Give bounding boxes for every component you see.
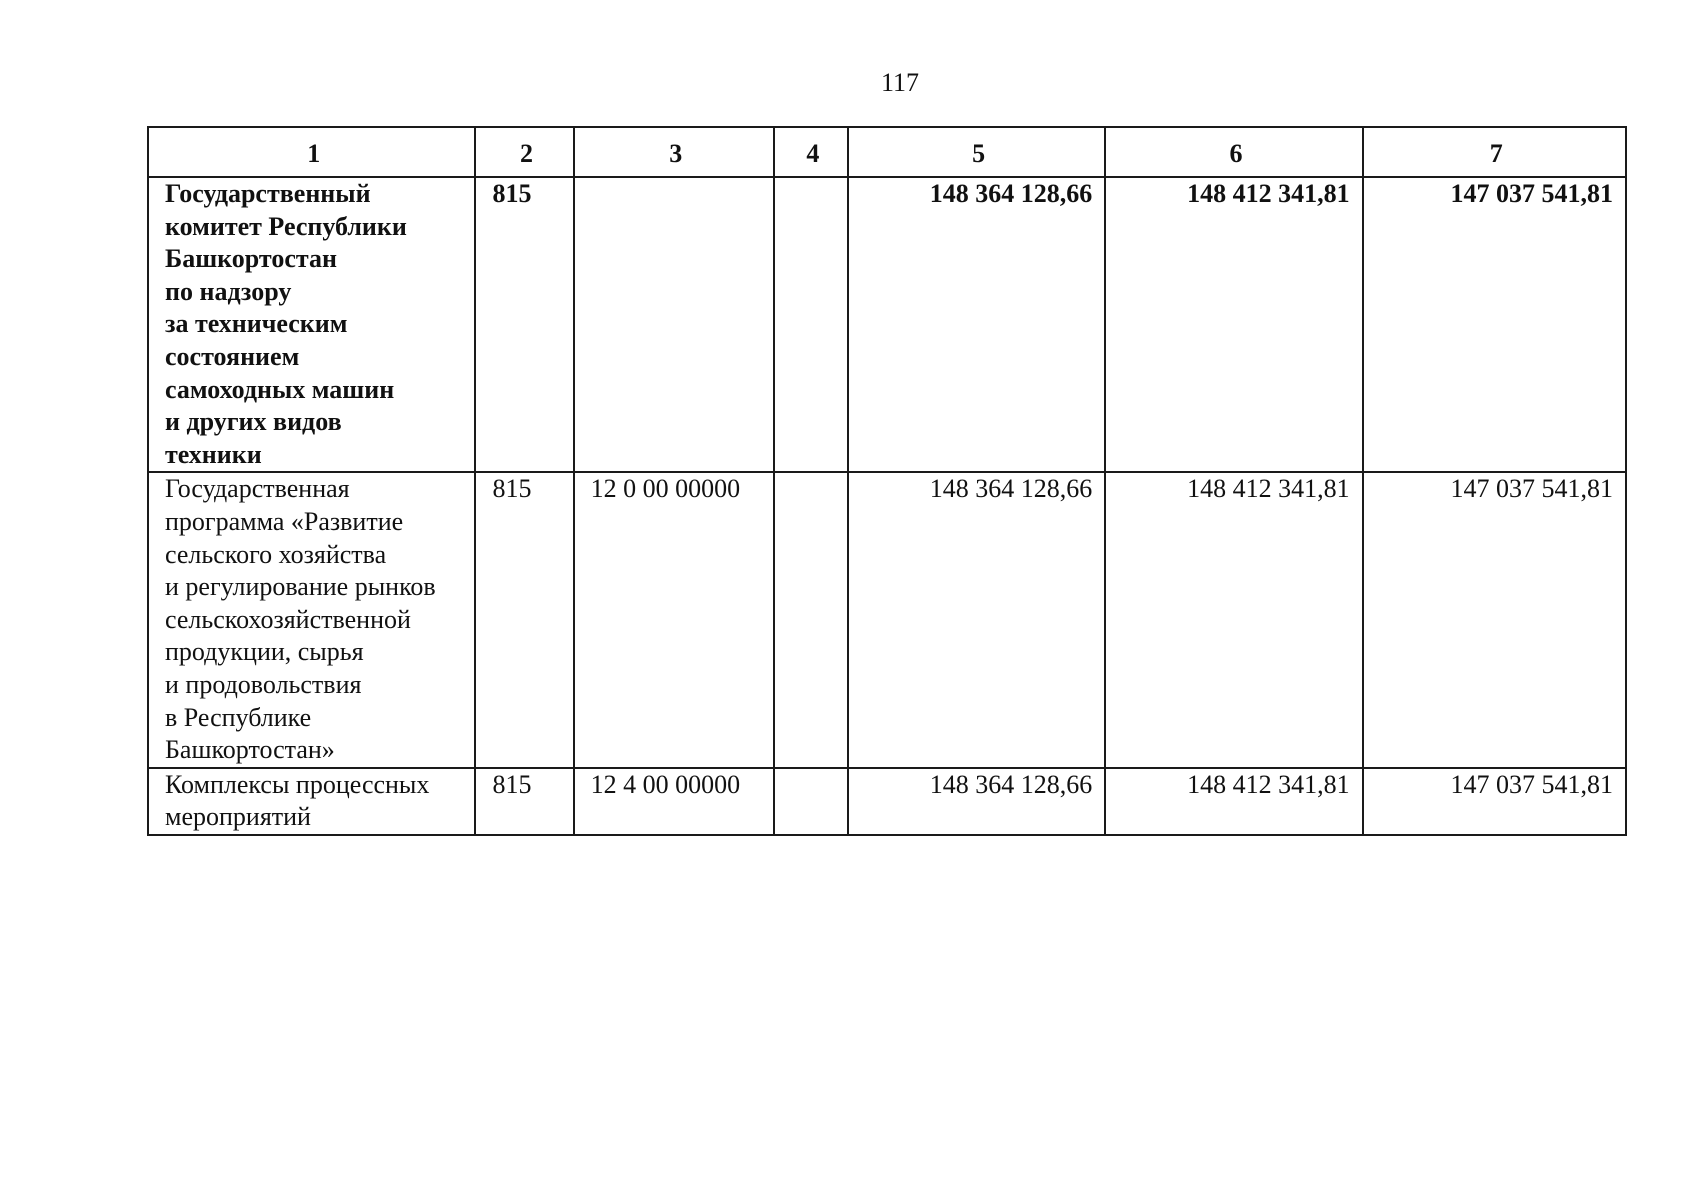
row-name-line: за техническим: [165, 309, 348, 339]
column-header-3: 3: [574, 127, 774, 177]
row-name-line: самоходных машин: [165, 374, 395, 404]
row-name-cell: [148, 177, 475, 472]
row-amount-2-cell: 148 412 341,81: [1105, 768, 1362, 835]
row-name-cell: [148, 472, 475, 767]
row-name-line: мероприятий: [165, 802, 311, 832]
table-row: [148, 768, 1626, 835]
row-name-line: и регулирование рынков: [165, 572, 436, 602]
row-csr-cell: 12 4 00 00000: [574, 768, 774, 835]
row-amount-2-cell: 148 412 341,81: [1105, 177, 1362, 472]
row-name-line: техники: [165, 439, 262, 469]
row-name-line: состоянием: [165, 341, 300, 371]
row-amount-1-cell: 148 364 128,66: [848, 472, 1105, 767]
row-name-line: и других видов: [165, 407, 342, 437]
row-name-line: Башкортостан»: [165, 735, 335, 765]
column-header-4: 4: [774, 127, 848, 177]
column-header-6: 6: [1105, 127, 1362, 177]
row-name-line: комитет Республики: [165, 211, 407, 241]
row-name-line: сельскохозяйственной: [165, 604, 411, 634]
column-header-1: 1: [148, 127, 475, 177]
row-amount-2-cell: 148 412 341,81: [1105, 472, 1362, 767]
budget-table: [147, 126, 1627, 836]
row-amount-1-cell: 148 364 128,66: [848, 768, 1105, 835]
row-amount-1-cell: 148 364 128,66: [848, 177, 1105, 472]
row-name-cell: [148, 768, 475, 835]
column-header-5: 5: [848, 127, 1105, 177]
row-code-cell: 815: [475, 177, 573, 472]
row-name-line: Башкортостан: [165, 244, 337, 274]
row-name-line: Комплексы процессных: [165, 769, 430, 799]
table-row: [148, 177, 1626, 472]
row-name-line: Государственный: [165, 179, 371, 208]
row-amount-3-cell: 147 037 541,81: [1363, 472, 1626, 767]
row-name-line: в Республике: [165, 702, 312, 732]
column-header-2: 2: [475, 127, 573, 177]
row-csr-cell: 12 0 00 00000: [574, 472, 774, 767]
row-name-line: Государственная: [165, 474, 350, 504]
row-code-cell: 815: [475, 472, 573, 767]
row-vr-cell: [774, 472, 848, 767]
page-number: 117: [880, 68, 920, 97]
row-vr-cell: [774, 177, 848, 472]
column-header-7: 7: [1363, 127, 1626, 177]
row-name-line: сельского хозяйства: [165, 539, 387, 569]
row-vr-cell: [774, 768, 848, 835]
row-amount-3-cell: 147 037 541,81: [1363, 768, 1626, 835]
table-header-row: [148, 127, 1626, 177]
row-name-line: по надзору: [165, 276, 292, 306]
table-row: [148, 472, 1626, 767]
row-amount-3-cell: 147 037 541,81: [1363, 177, 1626, 472]
row-code-cell: 815: [475, 768, 573, 835]
row-name-line: и продовольствия: [165, 669, 362, 699]
row-name-line: программа «Развитие: [165, 506, 404, 536]
row-csr-cell: [574, 177, 774, 472]
row-name-line: продукции, сырья: [165, 637, 364, 667]
